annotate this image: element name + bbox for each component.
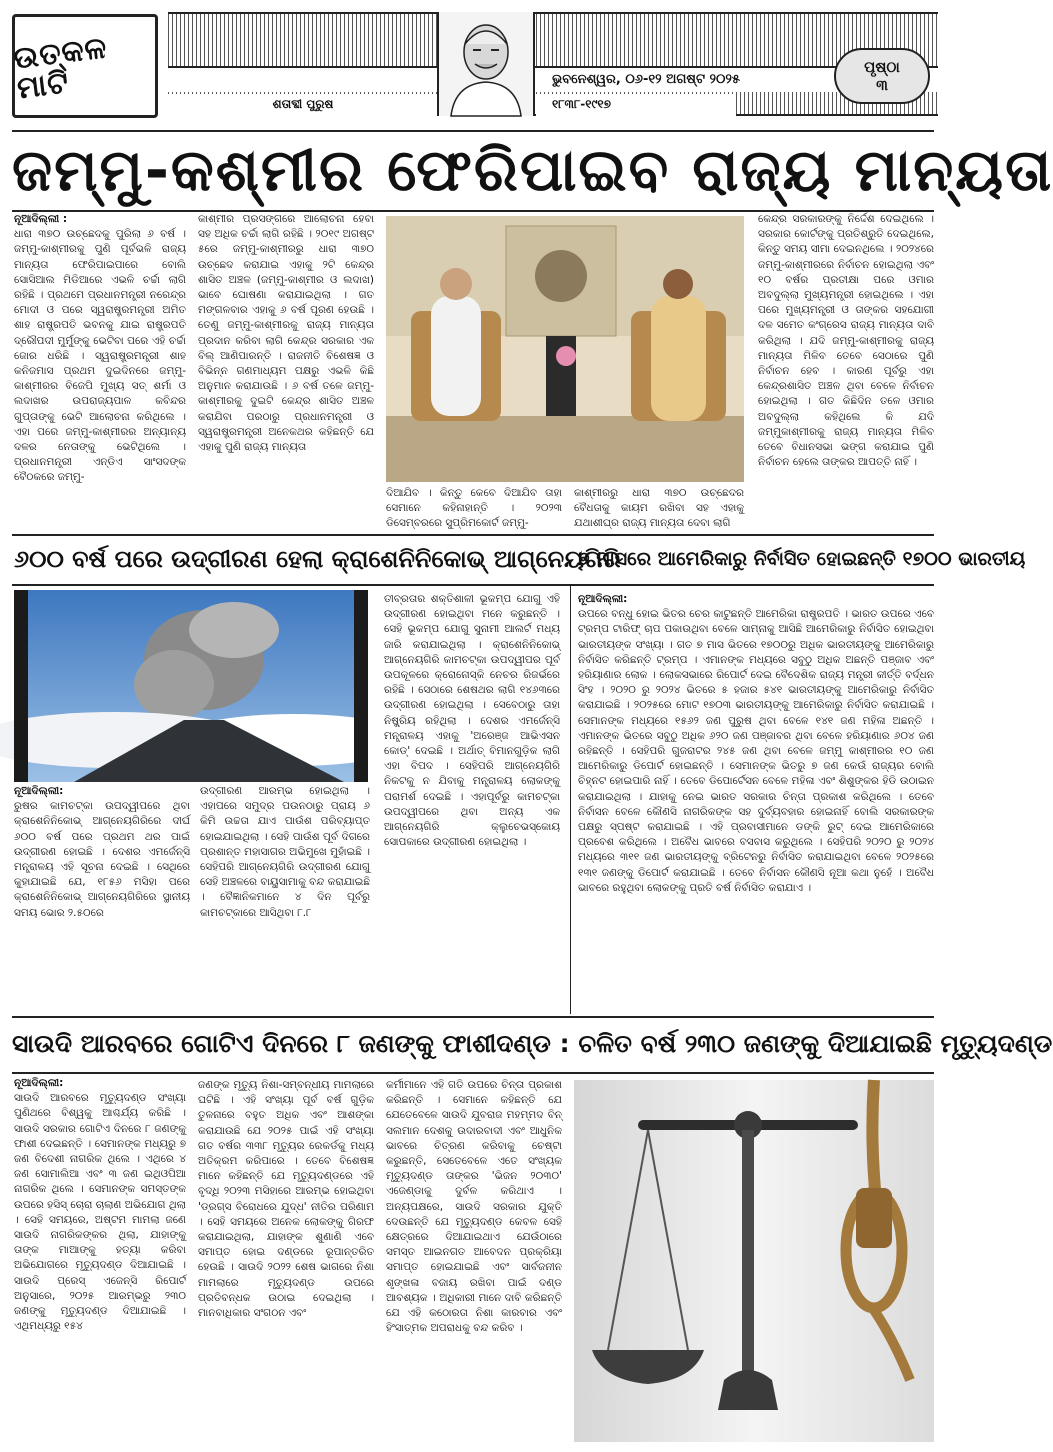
portrait-illustration [439, 12, 533, 116]
story1-column-1 [14, 212, 186, 530]
story2-col1-text: ରୁଷର କାମଚଟ୍‌କା ଉପଦ୍ୱୀପରେ ଥିବା କ୍ରାଶେନିନିକୋଭ୍ ଆଗ୍ନେୟଗିରିରେ ଦୀର୍ଘ ୬୦୦ ବର୍ଷ ପରେ ପ୍ରଥମ ଥର ପାଇଁ ଉଦ୍‌ଗୀରଣ ହୋଇଛି । ଦେଶର ଏମର୍ଜେନ୍ସି ମନ୍ତ୍ରାଳୟ ଏହି ସୂଚନା ଦେଇଛି । ସେଥିରେ କୁହାଯାଇଛି ଯେ, ୧୮୫୬ ମସିହା ପରେ କ୍ରାଶେନିନିକୋଭ୍ ଆଗ୍ନେୟଗିରିରେ ସ୍ଥାନୀୟ ସମୟ ଭୋର ୨.୫୦ରେ [14, 800, 190, 919]
story3-headline: ୭ ମାସରେ ଆମେରିକାରୁ ନିର୍ବାସିତ ହୋଇଛନ୍ତି ୧୭୦୦ ଭାରତୀୟ [578, 548, 1026, 570]
story4-col1-text: ସାଉଦି ଆରବରେ ମୃତ୍ୟୁଦଣ୍ଡ ସଂଖ୍ୟା ପୁଣିଥରେ ବିଶ୍ୱକୁ ଆଶ୍ଚର୍ଯ୍ୟ କରିଛି । ସାଉଦି ସରକାର ଗୋଟିଏ ଦିନରେ ୮ ଜଣଙ୍କୁ ଫାଶୀ ଦେଇଛନ୍ତି । ସେମାନଙ୍କ ମଧ୍ୟରୁ ୭ ଜଣ ବିଦେଶୀ ନାଗରିକ ଥିଲେ । ଏଥିରେ ୪ ଜଣ ସୋମାଲିଆ ଏବଂ ୩ ଜଣ ଇଥିଓପିଆ ନାଗରିକ ଥିଲେ । ସେମାନଙ୍କ ସମସ୍ତଙ୍କ ଉପରେ ହସିସ୍ ଚୋରା ଚାଲାଣ ଅଭିଯୋଗ ଥିଲା । ସେହି ସମୟରେ, ଅଷ୍ଟମ ମାମଲା ଜଣେ ସାଉଦି ନାଗରିକଙ୍କର ଥିଲା, ଯାହାଙ୍କୁ ତାଙ୍କ ମାଆଙ୍କୁ ହତ୍ୟା କରିବା ଅଭିଯୋଗରେ ମୃତ୍ୟୁଦଣ୍ଡ ଦିଆଯାଇଛି । ସାଉଦି ପ୍ରେସ୍ ଏଜେନ୍ସି ରିପୋର୍ଟ ଅନୁସାରେ, ୨୦୨୫ ଆରମ୍ଭରୁ ୨୩୦ ଜଣଙ୍କୁ ମୃତ୍ୟୁଦଣ୍ଡ ଦିଆଯାଇଛି । ଏଥିମଧ୍ୟରୁ ୧୫୪ [14, 1092, 186, 1333]
masthead [0, 0, 945, 128]
story2-column-1 [14, 784, 190, 1014]
page-number-badge [834, 48, 930, 104]
story3-dateline: ନୂଆଦିଲ୍ଲୀ: [578, 593, 628, 605]
story2-column-2: ଉଦ୍‌ଗୀରଣ ଆରମ୍ଭ ହୋଇଥିଲା । ଏହାପରେ ସମୁଦ୍ର ପଉନଠାରୁ ପ୍ରାୟ ୬ କିମି ଉଚ୍ଚତା ଯାଏ ପାଉଁଶ ପରିବ୍ୟାପ୍ତ ହୋଇଯାଇଥିଲା । ସେହି ପାଉଁଶ ପୂର୍ବ ଦିଗରେ ପ୍ରଶାନ୍ତ ମହାସାଗର ଅଭିମୁଖେ ମୁହାଁଇଛି । ସେହିପରି ଆଗ୍ନେୟଗିରି ଉଦ୍‌ଗୀରଣ ଯୋଗୁ ସେହି ଅଞ୍ଚଳରେ ବାୟୁସାମାକୁ ବନ୍ଦ କରାଯାଇଛି । ବୈଜ୍ଞାନିକମାନେ ୪ ଦିନ ପୂର୍ବରୁ କାମଚଟ୍‌କାରେ ଆସିଥିବା ୮.୮ [200, 785, 370, 919]
story2-headline-rule [12, 584, 934, 586]
newspaper-logo [12, 14, 158, 118]
story1-col1-text: ଧାରା ୩୭୦ ଉଚ୍ଛେଦକୁ ପୁରିଲା ୬ ବର୍ଷ । ଜମ୍ମୁ-କାଶ୍ମୀରକୁ ପୁଣି ପୂର୍ବଭଳି ରାଜ୍ୟ ମାନ୍ୟତା ଫେରିପାଇପାରେ ବୋଲି ସୋସିଆଲ ମିଡିଆରେ ଏଭଳି ଚର୍ଚ୍ଚା ଲାଗି ରହିଛି । ପ୍ରଥମେ ପ୍ରଧାନମନ୍ତ୍ରୀ ନରେନ୍ଦ୍ର ମୋଦୀ ଓ ପରେ ସ୍ୱରାଷ୍ଟ୍ରମନ୍ତ୍ରୀ ଅମିତ ଶାହ ରାଷ୍ଟ୍ରପତି ଭବନକୁ ଯାଇ ରାଷ୍ଟ୍ରପତି ଦ୍ରୌପଦୀ ମୁର୍ମୁଙ୍କୁ ଭେଟିବା ପରେ ଏହି ଚର୍ଚ୍ଚା ଜୋର ଧରିଛି । ସ୍ୱରାଷ୍ଟ୍ରମନ୍ତ୍ରୀ ଶାହ କନିଜମାସ ପ୍ରଥମ ଦୁଇଦିନରେ ଜମ୍ମୁ-କାଶ୍ମୀରର ବିଜେପି ମୁଖ୍ୟ ସତ୍ ଶର୍ମା ଓ ଲଦାଖର ଉପରାଜ୍ୟପାଳ କବିନ୍ଦର ଗୁପ୍ତାଙ୍କୁ ଭେଟି ଆଲୋଚନା କରିଥିଲେ । ଏହା ପରେ ଜମ୍ମୁ-କାଶ୍ମୀରର ଅନ୍ୟାନ୍ୟ ଦଳର ନେତାଙ୍କୁ ଭେଟିଥିଲେ । ପ୍ରଧାନମନ୍ତ୍ରୀ ଏନ୍‌ଡିଏ ସାଂସଦଙ୍କ ବୈଠକରେ ଜମ୍ମୁ- [14, 228, 186, 484]
story4-dateline: ନୂଆଦିଲ୍ଲୀ: [14, 1077, 64, 1089]
scales-and-noose-illustration [574, 1080, 934, 1442]
story4-column-1 [14, 1076, 186, 1448]
story1-column-2: କାଶ୍ମୀର ପ୍ରସଙ୍ଗରେ ଆଲୋଚନା ହେବା ସହ ଅଧିକ ଚର୍ଚ୍ଚା ଲାଗି ରହିଛି । ୨୦୧୯ ଅଗଷ୍ଟ ୫ରେ ଜମ୍ମୁ-କାଶ୍ମୀରରୁ ଧାରା ୩୭୦ ଉଚ୍ଛେଦ କରାଯାଇ ଏହାକୁ ୨ଟି କେନ୍ଦ୍ର ଶାସିତ ଅଞ୍ଚଳ (ଜମ୍ମୁ-କାଶ୍ମୀର ଓ ଲଦାଖ) ଭାବେ ଘୋଷଣା କରାଯାଇଥିଲା । ଗତ ମଙ୍ଗଳବାର ଏହାକୁ ୬ ବର୍ଷ ପୂରଣ ହେଉଛି । ତେଣୁ ଜମ୍ମୁ-କାଶ୍ମୀରକୁ ରାଜ୍ୟ ମାନ୍ୟତା ପ୍ରଦାନ କରିବା ଲାଗି କେନ୍ଦ୍ର ସରକାର ଏକ ବିଲ୍ ଆଣିପାରନ୍ତି । ରାଜନୀତି ବିଶେଷଜ୍ଞ ଓ ବିଭିନ୍ନ ଗଣମାଧ୍ୟମ ପକ୍ଷରୁ ଏଭଳି କିଛି ଅନୁମାନ କରାଯାଉଛି । ୬ ବର୍ଷ ତଳେ ଜମ୍ମୁ-କାଶ୍ମୀରକୁ ଦୁଇଟି କେନ୍ଦ୍ର ଶାସିତ ଅଞ୍ଚଳ କରାଯିବା ପରଠାରୁ ପ୍ରଧାନମନ୍ତ୍ରୀ ଓ ସ୍ୱରାଷ୍ଟ୍ରମନ୍ତ୍ରୀ ଅନେକଥର କହିଛନ୍ତି ଯେ ଏହାକୁ ପୁଣି ରାଜ୍ୟ ମାନ୍ୟତା [198, 213, 374, 454]
story4-column-2: ଜଣଙ୍କ ମୃତ୍ୟୁ ନିଶା-ସମ୍ବନ୍ଧୀୟ ମାମଲାରେ ଘଟିଛି । ଏହି ସଂଖ୍ୟା ପୂର୍ବ ବର୍ଷ ଗୁଡ଼ିକ ତୁଳନାରେ ବହୁତ ଅଧିକ ଏବଂ ଆଶଙ୍କା କରାଯାଉଛି ଯେ ୨୦୨୫ ପାଇଁ ଏହି ସଂଖ୍ୟା ଗତ ବର୍ଷର ୩୩୮ ମୃତ୍ୟୁର ରେକର୍ଡକୁ ମଧ୍ୟ ଅତିକ୍ରମ କରିପାରେ । ତେବେ ବିଶେଷଜ୍ଞ ମାନେ କହିଛନ୍ତି ଯେ ମୃତ୍ୟୁଦଣ୍ଡରେ ଏହି ବୃଦ୍ଧି ୨୦୨୩ ମସିହାରେ ଆରମ୍ଭ ହୋଇଥିବା 'ଡ୍ରଗ୍ସ ବିରୋଧରେ ଯୁଦ୍ଧ' ନୀତିର ପରିଣାମ । ସେହି ସମୟରେ ଅନେକ ଲୋକଙ୍କୁ ଗିରଫ କରାଯାଇଥିଲା, ଯାହାଙ୍କ ଶୁଣାଣି ଏବେ ସମାପ୍ତ ହୋଇ ଦଣ୍ଡରେ ରୂପାନ୍ତରିତ ହେଉଛି । ସାଉଦି ୨୦୨୨ ଶେଷ ଭାଗରେ ନିଶା ମାମଲାରେ ମୃତ୍ୟୁଦଣ୍ଡ ଉପରେ ପ୍ରତିବନ୍ଧକ ଉଠାଇ ଦେଇଥିଲା । ମାନବାଧିକାର ସଂଗଠନ ଏବଂ [198, 1079, 374, 1320]
founder-portrait [437, 12, 535, 116]
page-label: ପୃଷ୍ଠା [864, 58, 900, 76]
story4-headline-rule [12, 1072, 934, 1074]
story1-column-5: କେନ୍ଦ୍ର ସରକାରଙ୍କୁ ନିର୍ଦ୍ଦେଶ ଦେଇଥିଲେ । ସରକାର କୋର୍ଟଙ୍କୁ ପ୍ରତିଶ୍ରୁତି ଦେଇଥିଲେ, କିନ୍ତୁ ସମୟ ସୀମା ଦେଇନଥିଲେ । ୨୦୨୪ରେ ଜମ୍ମୁ-କାଶ୍ମୀରରେ ନିର୍ବାଚନ ହୋଇଥିଲା ଏବଂ ୧୦ ବର୍ଷର ପ୍ରତୀକ୍ଷା ପରେ ଓମାର ଅବଦୁଲ୍ଲା ମୁଖ୍ୟମନ୍ତ୍ରୀ ହୋଇଥିଲେ । ଏହା ପରେ ମୁଖ୍ୟମନ୍ତ୍ରୀ ଓ ତାଙ୍କର ସହଯୋଗୀ ଦଳ ସମେତ କଂଗ୍ରେସ ରାଜ୍ୟ ମାନ୍ୟତା ଦାବି କରିଥିଲା । ଯଦି ଜମ୍ମୁ-କାଶ୍ମୀରକୁ ରାଜ୍ୟ ମାନ୍ୟତା ମିଳିବ ତେବେ ସେଠାରେ ପୁଣି ନିର୍ବାଚନ ହେବ । କାରଣ ପୂର୍ବରୁ ଏହା କେନ୍ଦ୍ରଶାସିତ ଅଞ୍ଚଳ ଥିବା ବେଳେ ନିର୍ବାଚନ ହୋଇଥିଲା । ଗତ କିଛିଦିନ ତଳେ ଓମାର ଅବଦୁଲ୍ଲା କହିଥିଲେ କି ଯଦି ଜମ୍ମୁକାଶ୍ମୀରକୁ ରାଜ୍ୟ ମାନ୍ୟତା ମିଳିବ ତେବେ ବିଧାନସଭା ଭଙ୍ଗ କରାଯାଇ ପୁଣି ନିର୍ବାଚନ ହେଲେ ତାଙ୍କର ଆପତ୍ତି ନାହିଁ । [758, 213, 934, 469]
story2-headline: ୬୦୦ ବର୍ଷ ପରେ ଉଦ୍‌ଗୀରଣ ହେଲା କ୍ରାଶେନିନିକୋଭ୍ ଆଗ୍ନେୟଗିରି [14, 545, 621, 573]
story2-photo [14, 590, 368, 782]
story3-body-text: ଉପରେ ବନ୍ଧୁ ହୋଇ ଭିତର ଚେର କାଟୁଛନ୍ତି ଆମେରିକା ରାଷ୍ଟ୍ରପତି । ଭାରତ ଉପରେ ଏବେ ଟ୍ରମ୍ପ ଟାରିଫ୍ ଚାପ ପକାଉଥିବା ବେଳେ ସାମ୍ନାକୁ ଆସିଛି ଆମେରିକାରୁ ନିର୍ବାସିତ ହୋଇଥିବା ଭାରତୀୟଙ୍କ ସଂଖ୍ୟା । ଗତ ୭ ମାସ ଭିତରେ ୧୭୦୦ରୁ ଅଧିକ ଭାରତୀୟଙ୍କୁ ଆମେରିକାରୁ ନିର୍ବାସିତ କରିଛନ୍ତି ଟ୍ରମ୍ପ । ଏମାନଙ୍କ ମଧ୍ୟରେ ସବୁଠୁ ଅଧିକ ଅଛନ୍ତି ପଞ୍ଜାବ ଏବଂ ହରିୟାଣାର ଲୋକ । ଲୋକସଭାରେ ରିପୋର୍ଟ ଦେଇ ବୈଦେଶିକ ରାଜ୍ୟ ମନ୍ତ୍ରୀ କୀର୍ତ୍ତି ବର୍ଦ୍ଧନ ସିଂହ । ୨୦୨୦ ରୁ ୨୦୨୪ ଭିତରେ ୫ ହଜାର ୫୪୧ ଭାରତୀୟଙ୍କୁ ଆମେରିକାରୁ ନିର୍ବାସିତ କରାଯାଇଛି । ୨୦୨୫ରେ ମୋଟ ୧୭୦୩ ଭାରତୀୟଙ୍କୁ ଆମେରିକାରୁ ନିର୍ବାସିତ କରାଯାଇଛି । ସେମାନଙ୍କ ମଧ୍ୟରେ ୧୫୬୨ ଜଣ ପୁରୁଷ ଥିବା ବେଳେ ୧୪୧ ଜଣ ମହିଳା ଅଛନ୍ତି । ଏମାନଙ୍କ ଭିତରେ ସବୁଠୁ ଅଧିକ ୬୨୦ ଜଣ ପଞ୍ଜାବର ଥିବା ବେଳେ ହରିୟାଣାର ୬୦୪ ଜଣ ରହିଛନ୍ତି । ସେହିପରି ଗୁଜରାଟର ୨୪୫ ଜଣ ଥିବା ବେଳେ ଜମ୍ମୁ କାଶ୍ମୀରର ୧୦ ଜଣ ଆମେରିକାରୁ ଡିପୋର୍ଟ ହୋଇଛନ୍ତି । ସେମାନଙ୍କ ଭିତରୁ ୭ ଜଣ କେଉଁ ରାଜ୍ୟର ବୋଲି ଚିହ୍ନଟ ହୋଇପାରି ନାହିଁ । ତେବେ ଡିପୋର୍ଟେସନ ବେଳେ ମହିଳା ଏବଂ ଶିଶୁଙ୍କର ହିଡି ଉଠାଇନ କରାଯାଇଥିଲା । ଯାହାକୁ ନେଇ ଭାରତ ସରକାର ଚିନ୍ତା ପ୍ରକାଶ କରିଥିଲେ । ତେବେ ନିର୍ବାସନ ବେଳେ କୌଣସି ନାଗରିକଙ୍କ ସହ ଦୁର୍ବ୍ୟବହାର ହୋଇନାହିଁ ବୋଲି ସରକାରଙ୍କ ପକ୍ଷରୁ ସ୍ପଷ୍ଟ କରାଯାଇଛି । ଏହି ପ୍ରବାସୀମାନେ ଡଙ୍କି ରୁଟ୍ ଦେଇ ଆମେରିକାରେ ପ୍ରବେଶ କରିଥିଲେ । ଅବୈଧ ଭାବରେ ବସବାସ କରୁଥିଲେ । ସେହିପରି ୨୦୨୦ ରୁ ୨୦୨୪ ମଧ୍ୟରେ ୩୧୧ ଜଣ ଭାରତୀୟଙ୍କୁ ବ୍ରିଟେନରୁ ନିର୍ବାସିତ କରାଯାଇଥିବା ବେଳେ ୨୦୨୫ରେ ୧୩୧ ଜଣଙ୍କୁ ଡିପୋର୍ଟ କରାଯାଇଛି । ତେବେ ନିର୍ବାସନ କୌଣସି ନୂଆ କଥା ନୁହେଁ । ଅବୈଧ ଭାବରେ ରହୁଥିବା ଲୋକଙ୍କୁ ପ୍ରତି ବର୍ଷ ନିର୍ବାସିତ କରାଯାଏ । [578, 608, 934, 894]
masthead-hatch-band [168, 12, 938, 68]
story4-headline: ସାଉଦି ଆରବରେ ଗୋଟିଏ ଦିନରେ ୮ ଜଣଙ୍କୁ ଫାଶୀଦଣ୍ଡ : ଚଳିତ ବର୍ଷ ୨୩୦ ଜଣଙ୍କୁ ଦିଆଯାଇଛି ମୃତ୍ୟୁଦଣ୍ଡ [12, 1029, 1053, 1058]
story4-photo [574, 1080, 934, 1442]
page-number: ୩ [876, 76, 888, 94]
story2-dateline: ନୂଆଦିଲ୍ଲୀ: [14, 785, 64, 797]
story1-column-3: ଦିଆଯିବ । କିନ୍ତୁ କେବେ ଦିଆଯିବ ତାହା ସେମାନେ କହିନାହାନ୍ତି । ୨୦୨୩ ଡିସେମ୍ବରରେ ସୁପ୍ରିମକୋର୍ଟ ଜମ୍ମୁ- [386, 487, 562, 530]
story1-column-4: କାଶ୍ମୀରରୁ ଧାରା ୩୭୦ ଉଚ୍ଛେଦର ବୈଧତାକୁ କାୟମ ରଖିବା ସହ ଏହାକୁ ଯଥାଶୀଘ୍ର ରାଜ୍ୟ ମାନ୍ୟତା ଦେବା ଲାଗି [574, 487, 744, 530]
story2-column-3: ତୀବ୍ରତାର ଶକ୍ତିଶାଳୀ ଭୂକମ୍ପ ଯୋଗୁ ଏହି ଉଦ୍‌ଗୀରଣ ହୋଇଥିବା ମନେ କରୁଛନ୍ତି । ସେହି ଭୂକମ୍ପ ଯୋଗୁ ସୁନାମୀ ଆଲର୍ଟ ମଧ୍ୟ ଜାରି କରାଯାଇଥିଲା । କ୍ରାଶେନିନିକୋଭ୍ ଆଗ୍ନେୟଗିରି କାମଚଟ୍‌କା ଉପଦ୍ୱୀପର ପୂର୍ବ ଉପକୂଳରେ କ୍ରୋନୋସ୍କି ନେଚର ରିଜର୍ଭରେ ରହିଛି । ସେଠାରେ ଶେଷଥର ଲାଗି ୧୪୬୩ରେ ଉଦ୍‌ଗୀରଣ ହୋଇଥିଲା । ସେବେଠାରୁ ତାହା ନିଷ୍କ୍ରିୟ ରହିଥିଲା । ଦେଶର ଏମର୍ଜେନ୍ସି ମନ୍ତ୍ରାଳୟ ଏହାକୁ 'ଅରେଞ୍ଜ ଆଭିଏସନ କୋଡ୍' ଦେଇଛି । ଅର୍ଥାତ୍ ବିମାନଗୁଡ଼ିକ ଲାଗି ଏହା ବିପଦ । ସେହିପରି ଆଗ୍ନେୟଗିରି ନିକଟକୁ ନ ଯିବାକୁ ମନ୍ତ୍ରାଳୟ ଲୋକଙ୍କୁ ପରାମର୍ଶ ଦେଇଛି । ଏହାପୂର୍ବରୁ କାମଚଟ୍‌କା ଉପଦ୍ୱୀପରେ ଥିବା ଅନ୍ୟ ଏକ ଆଗ୍ନେୟଗିରି କ୍ଲୁଚେଭସ୍କୋୟ ସୋପକାରେ ଉଦ୍‌ଗୀରଣ ହୋଇଥିଲା । [384, 593, 560, 849]
modi-murmu-meeting-photo [386, 216, 744, 482]
story1-photo [386, 216, 744, 482]
masthead-motto: ଶତାବ୍ଦୀ ପୁରୁଷ [168, 94, 438, 116]
story1-headline: ଜମ୍ମୁ-କଶ୍ମୀର ଫେରିପାଇବ ରାଜ୍ୟ ମାନ୍ୟତା [12, 136, 1053, 204]
masthead-years: ୧୮୩୮-୧୯୧୭ [536, 94, 736, 116]
story2-story3-divider [570, 586, 571, 1014]
issue-dateline: ଭୁବନେଶ୍ୱର, ୦୬-୧୨ ଅଗଷ୍ଟ ୨୦୨୫ [536, 68, 826, 92]
story3-body [578, 592, 934, 1014]
logo-text: ଉତ୍କଳ ମାଟି [11, 30, 110, 107]
volcano-eruption-photo [14, 590, 368, 782]
story1-dateline: ନୂଆଦିଲ୍ଲୀ : [14, 213, 68, 225]
story4-column-3: କର୍ମୀମାନେ ଏହି ଗତି ଉପରେ ଚିନ୍ତା ପ୍ରକାଶ କରିଛନ୍ତି । ସେମାନେ କହିଛନ୍ତି ଯେ ଯେତେବେଳେ ସାଉଦି ଯୁବରାଜ ମହମ୍ମଦ ବିନ୍ ସଲମାନ ଦେଶକୁ ଉଦାରବାଦୀ ଏବଂ ଆଧୁନିକ ଭାବରେ ଚିତ୍ରଣ କରିବାକୁ ଚେଷ୍ଟା କରୁଛନ୍ତି, ସେତେବେଳେ ଏତେ ସଂଖ୍ୟକ ମୃତ୍ୟୁଦଣ୍ଡ ତାଙ୍କର 'ଭିଜନ ୨୦୩୦' ଏଜେଣ୍ଡାକୁ ଦୁର୍ବଳ କରିଥାଏ । ଅନ୍ୟପକ୍ଷରେ, ସାଉଦି ସରକାର ଯୁକ୍ତି ଦେଉଛନ୍ତି ଯେ ମୃତ୍ୟୁଦଣ୍ଡ କେବଳ ସେହି କ୍ଷେତ୍ରରେ ଦିଆଯାଇଥାଏ ଯେଉଁଠାରେ ସମସ୍ତ ଆଇନଗତ ଆବେଦନ ପ୍ରକ୍ରିୟା ସମାପ୍ତ ହୋଇଯାଇଛି ଏବଂ ସାର୍ବଜନୀନ ଶୃଙ୍ଖଳା ବଜାୟ ରଖିବା ପାଇଁ ଦଣ୍ଡ ଆବଶ୍ୟକ । ଅଧିକାରୀ ମାନେ ଦାବି କରିଛନ୍ତି ଯେ ଏହି କଠୋରତା ନିଶା କାରବାର ଏବଂ ହିଂସାତ୍ମକ ଅପରାଧକୁ ବନ୍ଦ କରିବ । [386, 1079, 562, 1335]
